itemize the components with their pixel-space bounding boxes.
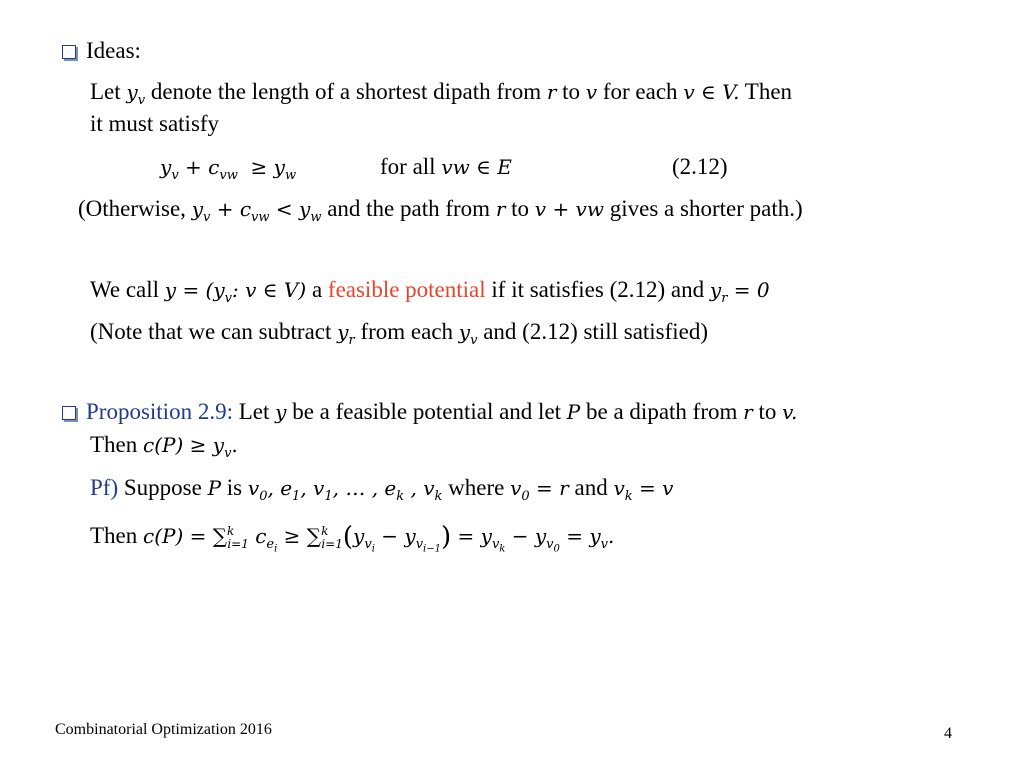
equation-tag: (2.12) bbox=[672, 154, 728, 179]
math-vk-eq-v: $v_k = v$ bbox=[613, 476, 674, 504]
text: denote the length of a shortest dipath from bbox=[145, 79, 547, 104]
checkbox-bullet-icon bbox=[62, 406, 76, 420]
inequality bbox=[160, 153, 296, 190]
math-vw-in-E: vw ∈ E bbox=[441, 155, 512, 179]
text: (Otherwise, bbox=[78, 196, 192, 221]
math-v-in-V: v ∈ V. bbox=[683, 80, 740, 104]
math-otherwise: $y_v + c_{vw} < y_w$ bbox=[191, 197, 322, 225]
math-y-v: $y_v$ bbox=[126, 80, 146, 108]
text: to bbox=[556, 79, 586, 104]
math-y-v: $y_v$ bbox=[458, 320, 478, 348]
math-P: P bbox=[207, 476, 222, 500]
otherwise-line bbox=[78, 195, 803, 232]
text: gives a shorter path.) bbox=[603, 196, 803, 221]
text: and (2.12) still satisfied) bbox=[477, 319, 709, 344]
we-call-line bbox=[90, 276, 770, 313]
text: if it satisfies (2.12) and bbox=[485, 277, 710, 302]
text: to bbox=[752, 399, 783, 424]
math-v: v. bbox=[782, 400, 798, 424]
math-y-definition: $y = (y_v$: v ∈ V) bbox=[164, 278, 307, 306]
math-sum-identity: c(P) = ∑$^k_{i=1}$ $c_{e_i} \ge \sum^k_{i=1}(y_{v_i} - y_{v_{i-1}}) = y_{v_k} - y_{v_0} = y_v$. bbox=[143, 522, 615, 555]
proof-label: Pf) bbox=[90, 475, 119, 500]
text: be a dipath from bbox=[580, 399, 744, 424]
proof-line bbox=[90, 474, 673, 511]
math-r: r bbox=[546, 80, 557, 104]
text: Let bbox=[90, 79, 127, 104]
text: (Note that we can subtract bbox=[90, 319, 338, 344]
math-v-plus-vw: v + vw bbox=[534, 197, 604, 221]
math-v: v bbox=[585, 80, 598, 104]
text: and bbox=[568, 475, 614, 500]
text: be a feasible potential and let bbox=[286, 399, 567, 424]
footer-course: Combinatorial Optimization 2016 bbox=[55, 721, 272, 738]
proposition-line bbox=[62, 398, 797, 426]
sum-line bbox=[90, 517, 614, 564]
math-path-sequence: $v_0$, $e_1$, $v_1$, … , $e_k$ , $v_k$ bbox=[247, 476, 443, 504]
text: Then bbox=[90, 432, 144, 457]
text: Then bbox=[90, 523, 144, 548]
text: Let bbox=[232, 399, 276, 424]
ideas-heading: Ideas: bbox=[86, 38, 141, 63]
checkbox-bullet-icon bbox=[62, 45, 76, 59]
text: for each bbox=[597, 79, 684, 104]
ideas-line-2: it must satisfy bbox=[90, 111, 220, 136]
text: from each bbox=[354, 319, 459, 344]
math-r: r bbox=[743, 400, 753, 424]
math-r: r bbox=[495, 197, 506, 221]
math-y-r: $y_r$ bbox=[337, 320, 355, 348]
ideas-bullet-line bbox=[62, 37, 141, 65]
text: Suppose bbox=[118, 475, 208, 500]
math-P: P bbox=[566, 400, 581, 424]
feasible-potential-term: feasible potential bbox=[327, 277, 486, 302]
math-cP-geq-yv: $c(P) \ge y_v$. bbox=[143, 433, 238, 461]
text: to bbox=[505, 196, 535, 221]
text: and the path from bbox=[321, 196, 496, 221]
math-y: y bbox=[275, 400, 287, 424]
text: a bbox=[306, 277, 328, 302]
math-inequality: $y_v + c_{vw} \ge y_w$ bbox=[160, 155, 297, 183]
page-number: 4 bbox=[944, 725, 952, 742]
text: where bbox=[442, 475, 511, 500]
math-y-r-zero: $y_r = 0$ bbox=[709, 278, 770, 306]
text: is bbox=[221, 475, 248, 500]
proposition-heading: Proposition 2.9: bbox=[86, 399, 233, 424]
note-line bbox=[90, 318, 708, 355]
inequality-condition bbox=[380, 153, 512, 181]
math-v0-eq-r: $v_0 = r$ bbox=[510, 476, 569, 504]
proposition-then-line bbox=[90, 431, 238, 468]
text: for all bbox=[380, 154, 442, 179]
text: We call bbox=[90, 277, 165, 302]
text: Then bbox=[739, 79, 793, 104]
